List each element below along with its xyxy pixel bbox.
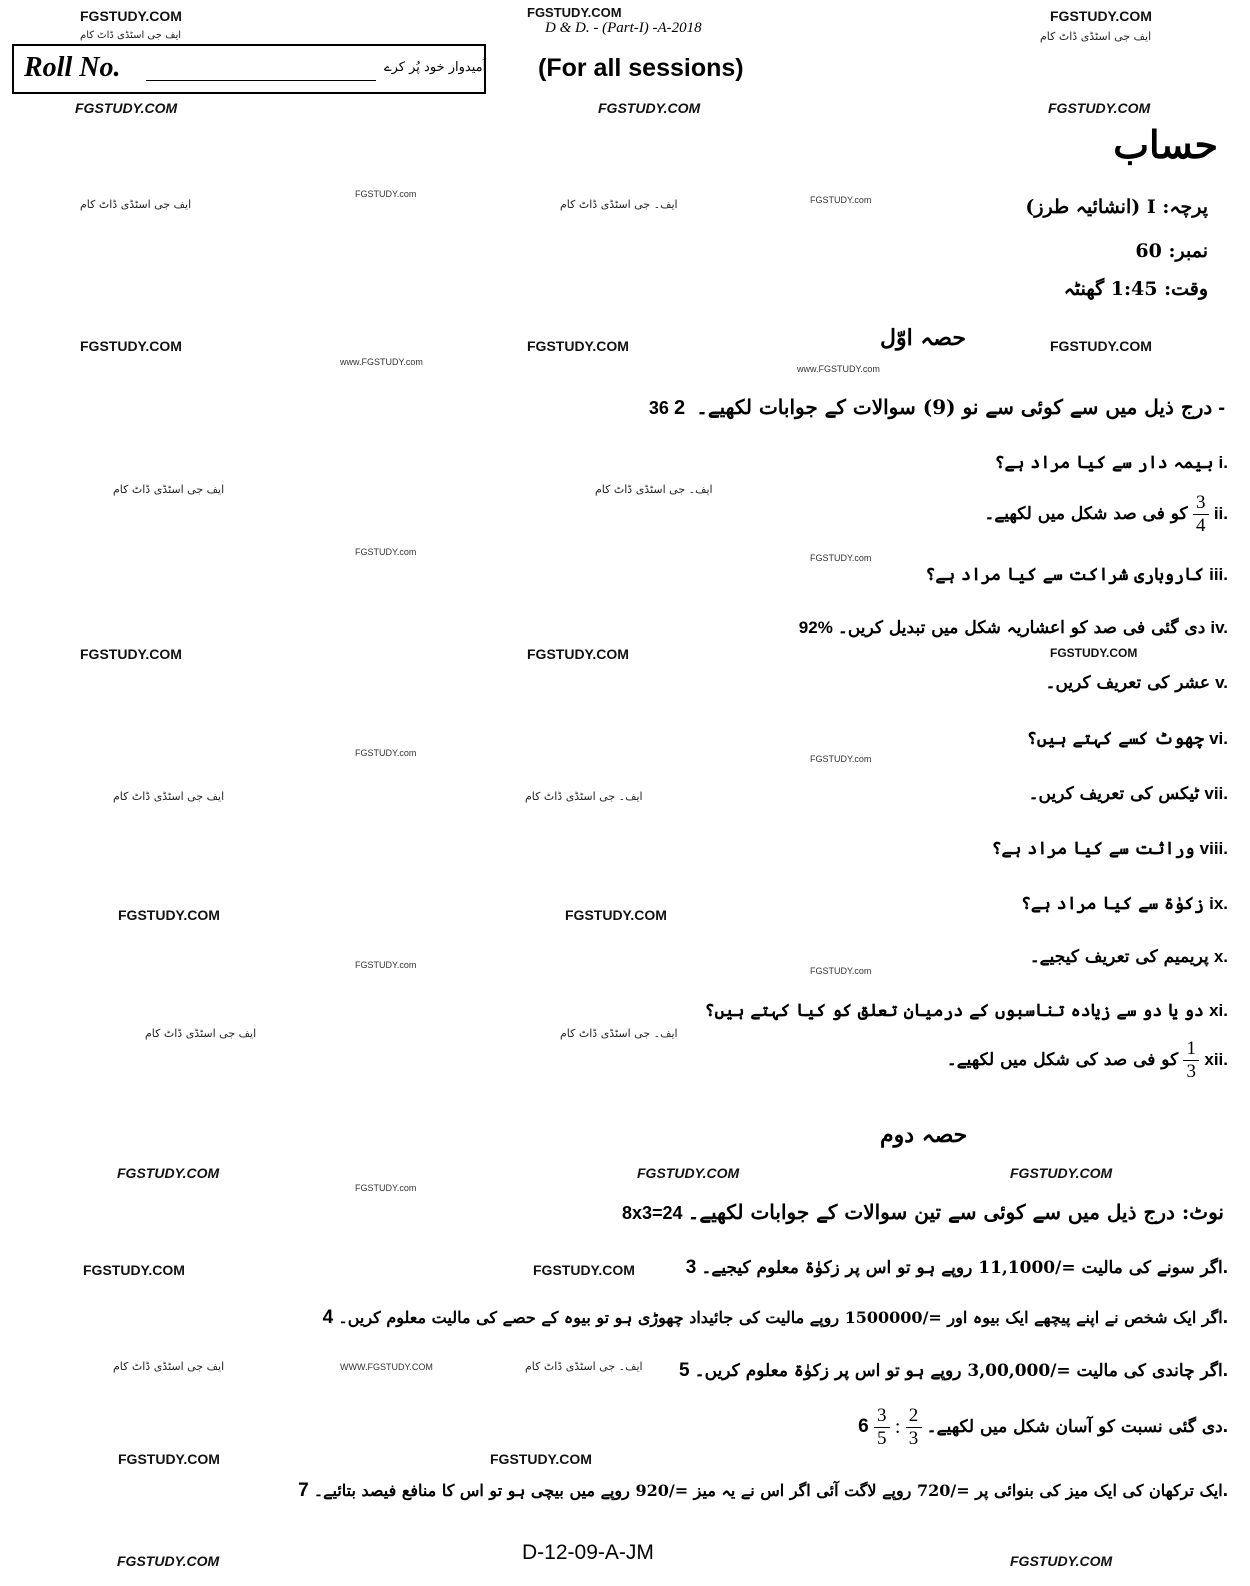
- list-item: کاروباری شراکت سے کیا مراد ہے؟ iii.: [925, 565, 1228, 585]
- list-item: کو فی صد شکل میں لکھیے۔ $\frac{3}{4}$ ii.: [984, 492, 1228, 536]
- watermark-site: FGSTUDY.COM: [80, 646, 182, 662]
- watermark-urdu: ایف جی اسٹڈی ڈاٹ کام: [1040, 30, 1152, 43]
- question-number: 2-: [673, 397, 1225, 419]
- watermark-site: FGSTUDY.COM: [118, 1451, 220, 1467]
- list-item: کو فی صد کی شکل میں لکھیے۔ $\frac{1}{3}$ xii.: [946, 1038, 1228, 1082]
- roll-instruction: اُمیدوار خود پُر کرے: [384, 60, 487, 75]
- watermark-site: FGSTUDY.COM: [598, 100, 701, 116]
- fraction: $\frac{3}{4}$: [1193, 492, 1209, 537]
- section-2-note: نوٹ: درج ذیل میں سے کوئی سے تین سوالات کے جوابات لکھیے۔: [687, 1200, 1224, 1224]
- watermark-site: FGSTUDY.COM: [527, 338, 629, 354]
- watermark-small: FGSTUDY.com: [355, 1183, 417, 1193]
- watermark-site: FGSTUDY.COM: [117, 1165, 220, 1181]
- list-item: دو یا دو سے زیادہ تناسبوں کے درمیان تعلق کو کیا کہتے ہیں؟ xi.: [704, 1001, 1228, 1021]
- list-item: اگر ایک شخص نے اپنے پیچھے ایک بیوہ اور =/1500000 روپے مالیت کی جائیداد چھوڑی ہو تو بیوہ کے حصے کی مالیت معلوم کریں۔ 4.: [322, 1307, 1228, 1328]
- list-item: 92% دی گئی فی صد کو اعشاریہ شکل میں تبدیل کریں۔ iv.: [798, 618, 1228, 638]
- section-2-heading: حصہ دوم: [880, 1122, 968, 1148]
- section-2-note-row: [622, 1200, 1228, 1224]
- section-1-marks: 36: [648, 398, 669, 418]
- watermark-site: FGSTUDY.COM: [637, 1165, 740, 1181]
- watermark-urdu: ایف۔ جی اسٹڈی ڈاٹ کام: [525, 1360, 643, 1373]
- paper-type: پرچہ: I (انشائیہ طرز): [1025, 196, 1208, 218]
- watermark-small: FGSTUDY.com: [810, 754, 872, 764]
- watermark-site: FGSTUDY.COM: [1050, 646, 1138, 660]
- subject-title: حساب: [1113, 122, 1218, 167]
- paper-marks: نمبر: 60: [1135, 240, 1208, 262]
- fraction: $\frac{2}{3}$: [906, 1405, 922, 1450]
- watermark-urdu: ایف جی اسٹڈی ڈاٹ کام: [113, 483, 225, 496]
- watermark-site: FGSTUDY.COM: [1048, 100, 1151, 116]
- paper-code: D & D. - (Part-I) -A-2018: [545, 20, 702, 36]
- watermark-site: FGSTUDY.COM: [83, 1262, 185, 1278]
- section-1-heading: حصہ اوّل: [880, 325, 966, 351]
- watermark-small: WWW.FGSTUDY.COM: [340, 1362, 433, 1372]
- watermark-small: www.FGSTUDY.com: [340, 357, 423, 367]
- watermark-small: FGSTUDY.com: [810, 553, 872, 563]
- fraction: $\frac{3}{5}$: [874, 1405, 890, 1450]
- watermark-site: FGSTUDY.COM: [117, 1553, 220, 1569]
- watermark-site: FGSTUDY.COM: [527, 646, 629, 662]
- list-item: ایک ترکھان کی ایک میز کی بنوائی پر =/720 روپے لاگت آئی اگر اس نے یہ میز =/920 روپے میں بیچی ہو تو اس کا منافع فیصد بتائیے۔ 7.: [298, 1480, 1228, 1501]
- watermark-urdu: ایف جی اسٹڈی ڈاٹ کام: [145, 1027, 257, 1040]
- watermark-site: FGSTUDY.COM: [1050, 338, 1152, 354]
- watermark-urdu: ایف۔ جی اسٹڈی ڈاٹ کام: [560, 198, 678, 211]
- section-2-marks: 8x3=24: [622, 1203, 683, 1223]
- list-item: عشر کی تعریف کریں۔ v.: [1045, 673, 1228, 693]
- watermark-small: FGSTUDY.com: [810, 195, 872, 205]
- list-item: بیمہ دار سے کیا مراد ہے؟ i.: [994, 453, 1228, 473]
- watermark-site: FGSTUDY.COM: [490, 1451, 592, 1467]
- watermark-site: FGSTUDY.COM: [80, 8, 182, 24]
- watermark-small: FGSTUDY.com: [810, 966, 872, 976]
- section-1-instruction-row: [649, 395, 1225, 420]
- roll-label: Roll No.: [24, 52, 121, 83]
- watermark-site: FGSTUDY.COM: [80, 338, 182, 354]
- watermark-urdu: ایف۔ جی اسٹڈی ڈاٹ کام: [560, 1027, 678, 1040]
- list-item: دی گئی نسبت کو آسان شکل میں لکھیے۔ $\frac{2}{3}$ : $\frac{3}{5}$ 6.: [858, 1405, 1228, 1449]
- list-item: اگر سونے کی مالیت =/11,1000 روپے ہو تو اس پر زکوٰۃ معلوم کیجیے۔ 3.: [685, 1257, 1228, 1278]
- watermark-small: FGSTUDY.com: [355, 189, 417, 199]
- list-item: چھوٹ کسے کہتے ہیں؟ vi.: [1026, 729, 1228, 749]
- watermark-site: FGSTUDY.COM: [1010, 1553, 1113, 1569]
- watermark-small: www.FGSTUDY.com: [797, 364, 880, 374]
- percent-value: 92%: [798, 618, 833, 637]
- watermark-site: FGSTUDY.COM: [527, 5, 622, 20]
- watermark-site: FGSTUDY.COM: [533, 1262, 635, 1278]
- watermark-site: FGSTUDY.COM: [1050, 8, 1152, 24]
- list-item: وراثت سے کیا مراد ہے؟ viii.: [991, 839, 1228, 859]
- list-item: پریمیم کی تعریف کیجیے۔ x.: [1029, 947, 1228, 967]
- roll-number-box: [12, 44, 486, 94]
- watermark-urdu: ایف۔ جی اسٹڈی ڈاٹ کام: [525, 790, 643, 803]
- watermark-site: FGSTUDY.COM: [565, 907, 667, 923]
- list-item: زکوٰۃ سے کیا مراد ہے؟ ix.: [1020, 894, 1228, 914]
- list-item: اگر چاندی کی مالیت =/3,00,000 روپے ہو تو اس پر زکوٰۃ معلوم کریں۔ 5.: [679, 1360, 1228, 1381]
- footer-code: D-12-09-A-JM: [522, 1541, 654, 1564]
- list-item: ٹیکس کی تعریف کریں۔ vii.: [1028, 784, 1228, 804]
- watermark-small: FGSTUDY.com: [355, 748, 417, 758]
- watermark-urdu: ایف جی اسٹڈی ڈاٹ کام: [113, 1360, 225, 1373]
- paper-time: وقت: 1:45 گھنٹہ: [1063, 278, 1208, 300]
- section-1-instruction: درج ذیل میں سے کوئی سے نو (9) سوالات کے جوابات لکھیے۔: [696, 395, 1213, 419]
- watermark-small: FGSTUDY.com: [355, 960, 417, 970]
- watermark-urdu: ایف جی اسٹڈی ڈاٹ کام: [80, 30, 182, 41]
- watermark-site: FGSTUDY.COM: [75, 100, 178, 116]
- watermark-urdu: ایف۔ جی اسٹڈی ڈاٹ کام: [595, 483, 713, 496]
- watermark-urdu: ایف جی اسٹڈی ڈاٹ کام: [80, 198, 192, 211]
- watermark-site: FGSTUDY.COM: [118, 907, 220, 923]
- fraction: $\frac{1}{3}$: [1183, 1038, 1199, 1083]
- ratio-separator: :: [894, 1416, 901, 1438]
- roll-number-field[interactable]: [146, 80, 376, 81]
- watermark-urdu: ایف جی اسٹڈی ڈاٹ کام: [113, 790, 225, 803]
- watermark-small: FGSTUDY.com: [355, 547, 417, 557]
- sessions-label: (For all sessions): [538, 54, 744, 82]
- watermark-site: FGSTUDY.COM: [1010, 1165, 1113, 1181]
